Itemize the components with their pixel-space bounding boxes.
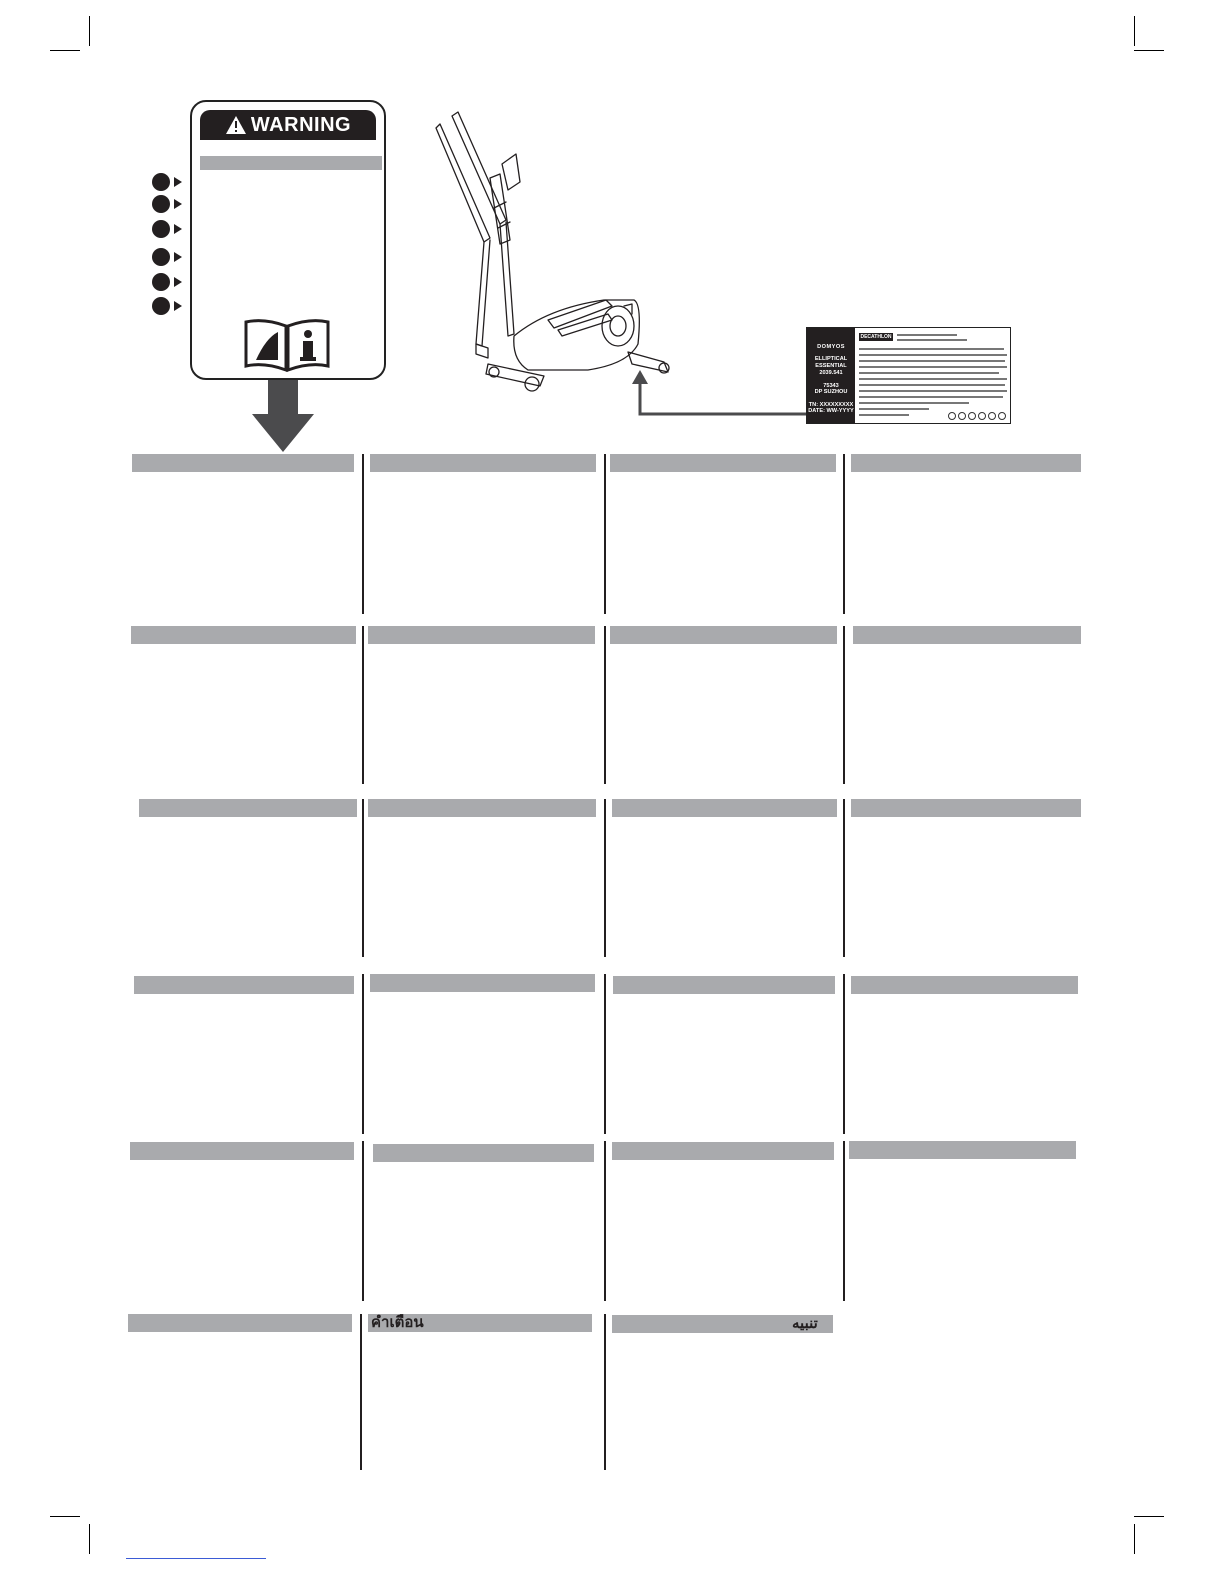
label-model-code: 2039.541 — [819, 370, 843, 377]
label-fine-print — [859, 402, 969, 404]
warning-triangle-icon — [225, 115, 247, 135]
crop-mark-br-v — [1134, 1524, 1135, 1554]
label-product-line: ESSENTIAL — [815, 362, 847, 369]
section-header — [132, 454, 354, 472]
column-divider — [604, 1314, 606, 1470]
cert-mark-icon — [958, 412, 966, 420]
arabic-warning-heading: تنبيه — [792, 1315, 818, 1332]
cert-mark-icon — [978, 412, 986, 420]
section-header — [370, 454, 596, 472]
section-header — [134, 976, 354, 994]
section-header — [610, 626, 837, 644]
label-brand-box: DECATHLON — [860, 334, 892, 340]
section-header — [139, 799, 357, 817]
label-date: DATE: WW-YYYY — [808, 407, 854, 414]
crop-mark-bl-v — [89, 1524, 90, 1554]
column-divider — [843, 1141, 845, 1301]
down-arrow-icon — [252, 380, 314, 452]
cert-mark-icon — [968, 412, 976, 420]
elliptical-trainer-illustration — [428, 108, 678, 398]
warning-label — [190, 100, 386, 380]
column-divider — [843, 626, 845, 784]
column-divider — [362, 974, 364, 1134]
crop-mark-tr-h — [1134, 50, 1164, 51]
section-header — [370, 974, 595, 992]
column-divider — [360, 1314, 362, 1470]
section-header — [613, 976, 835, 994]
label-fine-print — [859, 414, 909, 416]
thai-warning-heading: คำเตือน — [371, 1314, 424, 1331]
label-fine-print — [859, 366, 1007, 368]
column-divider — [604, 626, 606, 784]
warning-subheading-bar — [200, 156, 382, 170]
section-header — [368, 626, 595, 644]
section-header — [612, 799, 837, 817]
warning-bullet-6 — [152, 296, 182, 316]
section-header — [130, 1142, 354, 1160]
crop-mark-tr-v — [1134, 16, 1135, 46]
section-header — [851, 976, 1078, 994]
cert-mark-icon — [998, 412, 1006, 420]
warning-title: WARNING — [250, 113, 352, 136]
column-divider — [843, 799, 845, 957]
warning-header — [200, 110, 376, 140]
warning-bullet-4 — [152, 247, 182, 267]
crop-mark-tl-h — [50, 50, 80, 51]
label-fine-print — [859, 354, 1007, 356]
label-brand: DOMYOS — [817, 344, 845, 350]
column-divider — [604, 974, 606, 1134]
section-header — [373, 1144, 594, 1162]
label-fine-print — [897, 339, 967, 341]
section-header — [612, 1142, 834, 1160]
label-tn: TN: XXXXXXXXX — [808, 401, 854, 408]
column-divider — [843, 974, 845, 1134]
label-product-name: ELLIPTICAL — [814, 356, 848, 363]
product-label-left-panel — [807, 328, 855, 423]
label-fine-print — [859, 372, 999, 374]
label-fine-print — [897, 334, 957, 336]
column-divider — [362, 626, 364, 784]
column-divider — [362, 799, 364, 957]
read-manual-icon — [244, 318, 330, 372]
label-fine-print — [859, 360, 1005, 362]
crop-mark-tl-v — [89, 16, 90, 46]
product-identification-label — [806, 327, 1011, 424]
column-divider — [843, 454, 845, 614]
footer-underline — [126, 1558, 266, 1559]
section-header — [131, 626, 356, 644]
label-origin-city: DP SUZHOU — [814, 389, 848, 396]
warning-bullet-5 — [152, 272, 182, 292]
section-header — [851, 799, 1081, 817]
label-pointer-line — [630, 368, 810, 420]
cert-mark-icon — [988, 412, 996, 420]
label-fine-print — [859, 408, 929, 410]
column-divider — [362, 1141, 364, 1301]
crop-mark-bl-h — [50, 1516, 80, 1517]
label-origin-code: 75343 — [823, 382, 839, 389]
label-fine-print — [859, 390, 1007, 392]
certification-marks — [948, 412, 1006, 420]
crop-mark-br-h — [1134, 1516, 1164, 1517]
section-header — [368, 799, 596, 817]
section-header — [851, 454, 1081, 472]
warning-bullet-3 — [152, 219, 182, 239]
section-header — [610, 454, 836, 472]
column-divider — [604, 1141, 606, 1301]
warning-bullet-2 — [152, 194, 182, 214]
cert-mark-icon — [948, 412, 956, 420]
column-divider — [604, 799, 606, 957]
warning-bullet-1 — [152, 172, 182, 192]
label-fine-print — [859, 384, 1005, 386]
section-header — [128, 1314, 352, 1332]
section-header — [849, 1141, 1076, 1159]
section-header — [853, 626, 1081, 644]
label-fine-print — [859, 378, 1007, 380]
label-fine-print — [859, 396, 1003, 398]
column-divider — [604, 454, 606, 614]
label-fine-print — [859, 348, 1004, 350]
column-divider — [362, 454, 364, 614]
